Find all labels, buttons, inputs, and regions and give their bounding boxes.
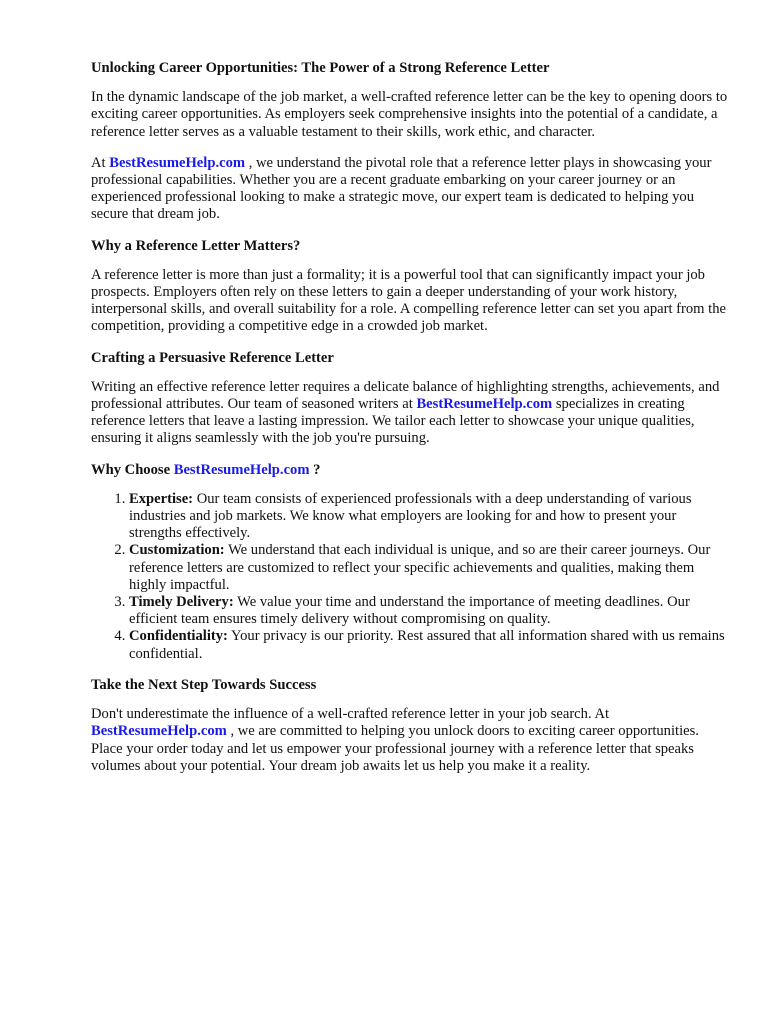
crafting-heading: Crafting a Persuasive Reference Letter — [91, 349, 334, 366]
list-item — [129, 542, 731, 594]
next-step-prefix: Don't underestimate the influence of a well-crafted reference letter in your job search. At — [91, 706, 610, 723]
document-page — [91, 60, 731, 789]
list-item-term: Customization: — [129, 542, 225, 559]
next-step-paragraph — [91, 706, 731, 775]
about-suffix: , we understand the pivotal role that a reference letter plays in showcasing your professional capabilities. Whether you are a recent graduate embarking on your career journey or an experienced professional looking to make a strategic move, our expert team is dedicated to helping you secure that dream job. — [91, 154, 712, 223]
bestresumehelp-link[interactable]: BestResumeHelp.com — [416, 396, 553, 413]
about-prefix: At — [91, 154, 106, 171]
bestresumehelp-link[interactable]: BestResumeHelp.com — [173, 461, 310, 478]
next-step-heading: Take the Next Step Towards Success — [91, 676, 317, 693]
why-matters-paragraph: A reference letter is more than just a formality; it is a powerful tool that can significantly impact your job prospects. Employers often rely on these letters to gain a deeper understanding of your work history, interpersonal skills, and overall suitability for a role. A compelling reference letter can set you apart from the competition, providing a competitive edge in a crowded job market. — [91, 266, 727, 335]
list-item-text: We value your time and understand the importance of meeting deadlines. Our efficient team ensures timely delivery without compromising on quality. — [129, 594, 690, 628]
crafting-paragraph — [91, 379, 731, 448]
list-item-text: We understand that each individual is unique, and so are their career journeys. Our reference letters are customized to reflect your specific achievements and qualities, making them highly impactful. — [129, 542, 711, 593]
document-title: Unlocking Career Opportunities: The Power of a Strong Reference Letter — [91, 60, 550, 76]
crafting-suffix: specializes in creating reference letters that leave a lasting impression. We tailor each letter to showcase your unique qualities, ensuring it aligns seamlessly with the job you're pursuing. — [91, 396, 695, 447]
why-choose-heading — [91, 462, 731, 479]
about-paragraph — [91, 155, 731, 224]
list-item-term: Expertise: — [129, 490, 194, 507]
benefits-list — [91, 491, 731, 663]
list-item-text: Our team consists of experienced professionals with a deep understanding of various industries and job markets. We know what employers are looking for and how to present your strengths effectively. — [129, 490, 692, 542]
list-item — [129, 491, 731, 543]
list-item — [129, 628, 731, 662]
list-item-text: Your privacy is our priority. Rest assured that all information shared with us remains confidential. — [129, 628, 725, 662]
crafting-prefix: Writing an effective reference letter requires a delicate balance of highlighting strengths, achievements, and professional attributes. Our team of seasoned writers at — [91, 378, 720, 413]
list-item — [129, 594, 731, 628]
list-item-term: Confidentiality: — [129, 628, 228, 645]
bestresumehelp-link[interactable]: BestResumeHelp.com — [91, 723, 227, 740]
why-choose-suffix: ? — [313, 461, 321, 478]
bestresumehelp-link[interactable]: BestResumeHelp.com — [109, 154, 246, 171]
why-choose-prefix: Why Choose — [91, 461, 171, 478]
list-item-term: Timely Delivery: — [129, 594, 234, 611]
why-matters-heading: Why a Reference Letter Matters? — [91, 237, 301, 254]
intro-paragraph: In the dynamic landscape of the job market, a well-crafted reference letter can be the key to opening doors to exciting career opportunities. As employers seek comprehensive insights into the potential of a candidate, a reference letter serves as a valuable testament to their skills, work ethic, and character. — [91, 89, 728, 140]
next-step-suffix: , we are committed to helping you unlock doors to exciting career opportunities. Place your order today and let us empower your professional journey with a reference letter that speaks volumes about your potential. Your dream job awaits let us help you make it a reality. — [91, 723, 699, 774]
